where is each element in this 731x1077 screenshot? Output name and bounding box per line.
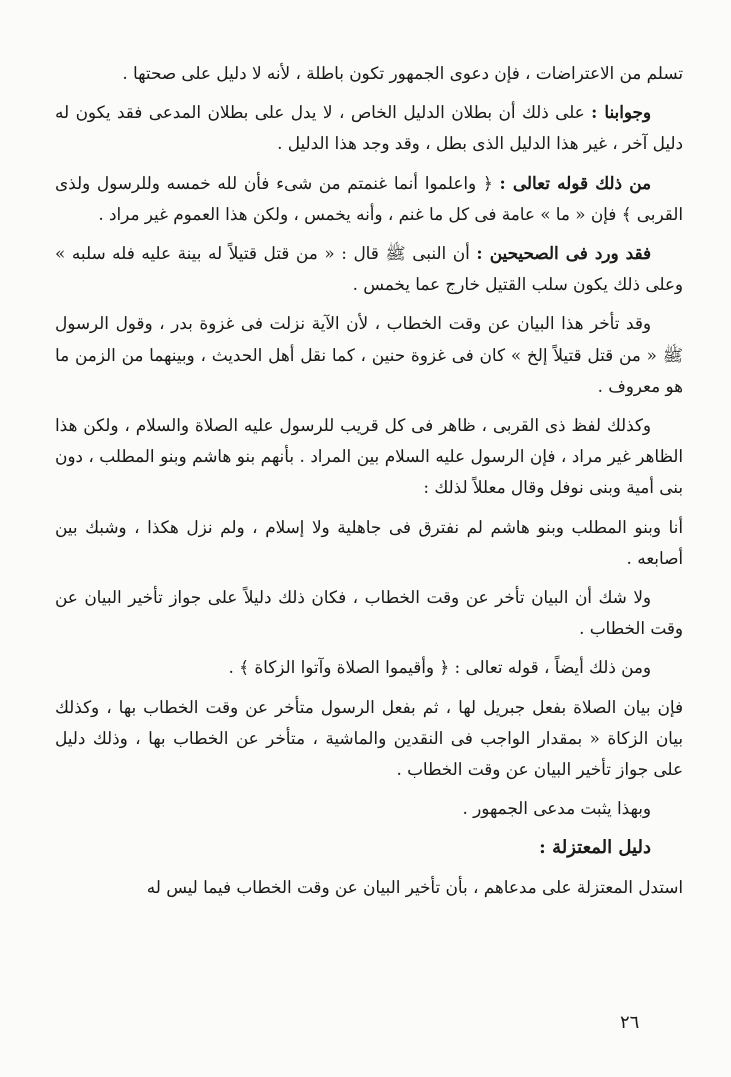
paragraph xyxy=(55,582,683,644)
section-heading: دليل المعتزلة : xyxy=(539,837,651,859)
paragraph-text: ﴿ واعلموا أنما غنمتم من شىء فأن لله خمسه وللرسول ولذى القربى ﴾ فإن « ما » عامة فى كل ما غنم ، وأنه يخمس ، ولكن هذا العموم غير مراد . xyxy=(55,172,683,224)
paragraph-text: تسلم من الاعتراضات ، فإن دعوى الجمهور تكون باطلة ، لأنه لا دليل على صحتها . xyxy=(122,63,683,83)
paragraph xyxy=(55,512,683,574)
paragraph xyxy=(55,652,683,683)
paragraph xyxy=(55,238,683,300)
paragraph xyxy=(55,97,683,159)
paragraph-lead: من ذلك قوله تعالى : xyxy=(499,172,651,193)
page-body xyxy=(55,58,683,911)
paragraph-text: أن النبى ﷺ قال : « من قتل قتيلاً له بينة عليه فله سلبه » وعلى ذلك يكون سلب القتيل خارج عما يخمس . xyxy=(55,243,683,295)
paragraph-text: على ذلك أن بطلان الدليل الخاص ، لا يدل على بطلان المدعى فقد يكون له دليل آخر ، غير هذا الدليل الذى بطل ، وقد وجد هذا الدليل . xyxy=(55,102,683,154)
paragraph-text: وبهذا يثبت مدعى الجمهور . xyxy=(462,798,651,819)
paragraph xyxy=(55,692,683,786)
paragraph-text: فإن بيان الصلاة بفعل جبريل لها ، ثم بفعل الرسول متأخر عن وقت الخطاب بها ، وكذلك بيان الزكاة « بمقدار الواجب فى النقدين والماشية ، متأخر عن الخطاب بها ، وذلك دليل على جواز تأخير البيان عن وقت الخطاب . xyxy=(55,696,683,780)
closing-line: استدل المعتزلة على مدعاهم ، بأن تأخير البيان عن وقت الخطاب فيما ليس له xyxy=(146,876,683,897)
paragraph-text: وكذلك لفظ ذى القربى ، ظاهر فى كل قريب للرسول عليه الصلاة والسلام ، ولكن هذا الظاهر غير مراد ، فإن الرسول عليه السلام بين المراد . بأنهم بنو هاشم وبنو المطلب ، دون بنى أمية وبنى نوفل وقال معللاً لذلك : xyxy=(55,415,683,498)
paragraph-text: أنا وبنو المطلب وبنو هاشم لم نفترق فى جاهلية ولا إسلام ، ولم نزل هكذا ، وشبك بين أصابعه . xyxy=(55,516,683,568)
paragraph-text: ولا شك أن البيان تأخر عن وقت الخطاب ، فكان ذلك دليلاً على جواز تأخير البيان عن وقت الخطاب . xyxy=(55,587,683,639)
paragraph-text: ومن ذلك أيضاً ، قوله تعالى : ﴿ وأقيموا الصلاة وآتوا الزكاة ﴾ . xyxy=(228,657,651,678)
paragraph xyxy=(55,308,683,402)
paragraph xyxy=(55,410,683,504)
paragraph xyxy=(55,58,683,89)
paragraph-lead: وجوابنا : xyxy=(591,102,651,123)
paragraph-text: وقد تأخر هذا البيان عن وقت الخطاب ، لأن الآية نزلت فى غزوة بدر ، وقول الرسول ﷺ « من قتل قتيلاً إلخ » كان فى غزوة حنين ، كما نقل أهل الحديث ، وبينهما من الزمن ما هو معروف . xyxy=(55,313,683,396)
paragraph xyxy=(55,168,683,230)
paragraph xyxy=(55,793,683,824)
paragraph-lead: فقد ورد فى الصحيحين : xyxy=(476,243,651,264)
page-number: ٢٦ xyxy=(620,1012,640,1033)
